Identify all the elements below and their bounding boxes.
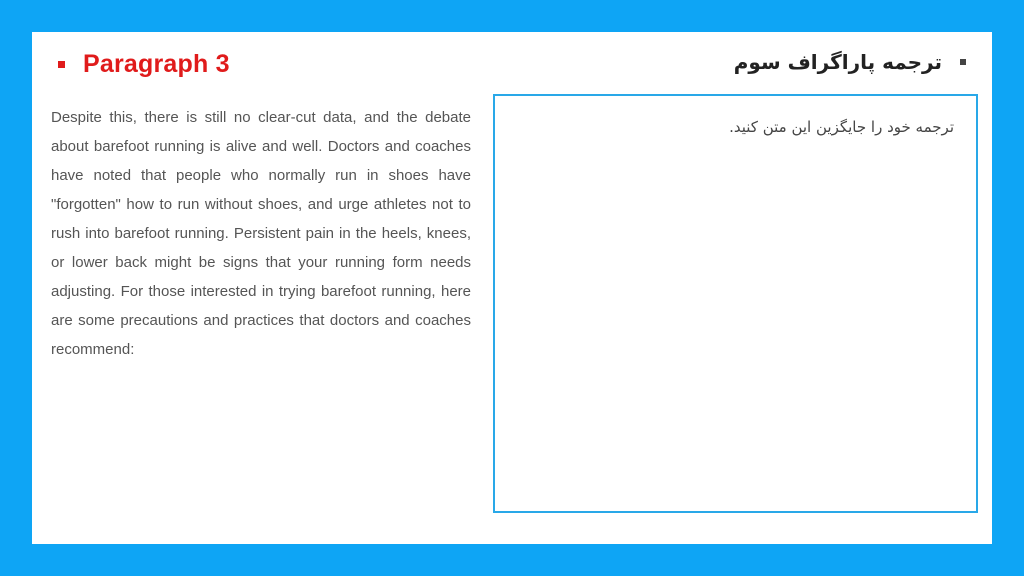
paragraph-text: Despite this, there is still no clear-cut data, and the debate about barefoot running is alive and well. Doctors and coaches have noted that people who normally run in shoes have "forgotten" how to run without shoes, and urge athletes not to rush into barefoot running. Persistent pain in the heels, knees, or lower back might be signs that your running form needs adjusting. For those interested in trying barefoot running, here are some precautions and practices that doctors and coaches recommend: (51, 109, 471, 358)
square-bullet-icon (58, 61, 65, 68)
square-bullet-icon (960, 59, 966, 65)
translation-textbox[interactable] (493, 94, 978, 513)
translation-heading (734, 50, 966, 74)
translation-placeholder[interactable]: ترجمه خود را جایگزین این متن کنید. (729, 118, 954, 136)
paragraph-heading (58, 50, 230, 79)
slide (32, 32, 992, 544)
translation-title: ترجمه پاراگراف سوم (733, 50, 942, 74)
paragraph-title: Paragraph 3 (83, 50, 230, 78)
